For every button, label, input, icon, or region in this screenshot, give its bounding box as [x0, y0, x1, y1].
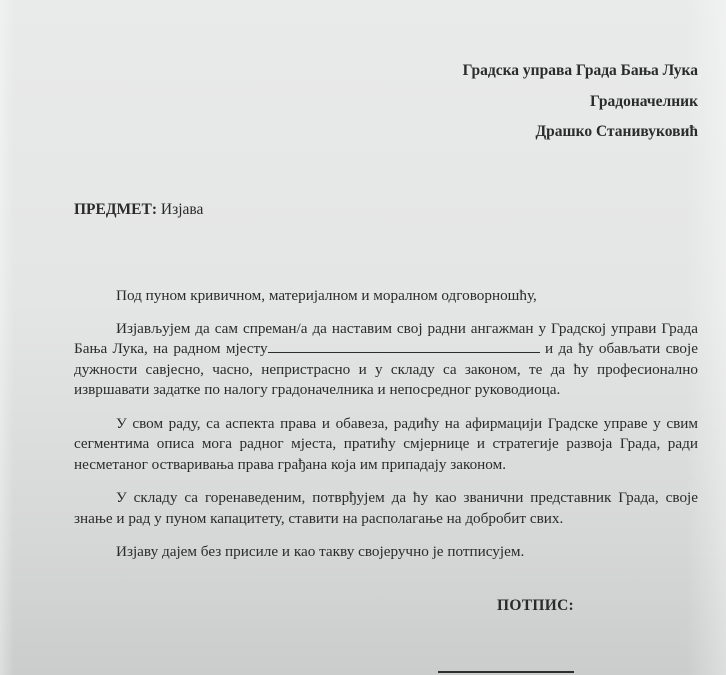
declaration-text-end: и да ћу обављати своје дужности савјесно, часно, непристрасно и у складу са законом, те да ћу професионално извршавати задатке по налогу градоначелника и непосредног руководиоца.	[74, 340, 698, 398]
paragraph-commitment: У складу са горенаведеним, потврђујем да ћу као званични представник Града, своје знање и рад у пуном капацитету, ставити на располагање на добробит свих.	[74, 489, 698, 527]
addressee-title: Градоначелник	[589, 92, 698, 110]
declaration-text-start: Изјављујем да сам спреман/а да наставим свој радни ангажман у Градској управи Града Бања Лука, на радном мјесту	[74, 319, 698, 357]
signature-label: ПОТПИС:	[497, 597, 575, 614]
paragraph-opening: Под пуном кривичном, материјалном и моралном одговорношћу,	[116, 287, 537, 304]
addressee-organization: Градска управа Града Бања Лука	[462, 62, 698, 79]
subject-label: ПРЕДМЕТ:	[74, 201, 157, 218]
subject-value: Изјава	[157, 201, 204, 218]
statement-body	[74, 286, 698, 576]
subject-line	[74, 201, 203, 219]
job-position-blank-field[interactable]	[268, 340, 540, 353]
addressee-block	[463, 56, 698, 148]
paragraph-closing: Изјаву дајем без присиле и као такву својеручно је потписујем.	[116, 543, 525, 560]
paragraph-duties: У свом раду, са аспекта права и обавеза, радићу на афирмацији Градске управе у свим сегментима описа мога радног мјеста, пратићу смјернице и стратегије развоја Града, ради несметаног остваривања права грађана која им припадају законом.	[74, 414, 698, 473]
addressee-name: Драшко Станивуковић	[535, 123, 698, 140]
signature-line	[438, 671, 574, 673]
paragraph-declaration	[74, 319, 698, 401]
